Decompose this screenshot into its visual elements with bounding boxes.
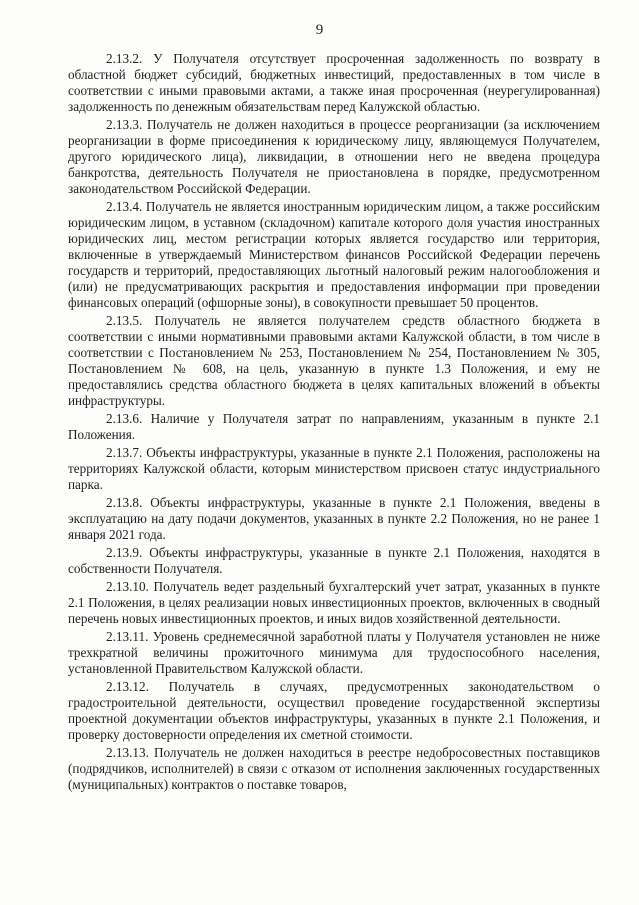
paragraph-2-13-7: 2.13.7. Объекты инфраструктуры, указанные в пункте 2.1 Положения, расположены на территориях Калужской области, которым министерством присвоен статус индустриального парка. [68,445,600,492]
paragraph-2-13-8: 2.13.8. Объекты инфраструктуры, указанные в пункте 2.1 Положения, введены в эксплуатацию на дату подачи документов, указанных в пункте 2.2 Положения, но не ранее 1 января 2021 года. [68,495,600,542]
paragraph-2-13-9: 2.13.9. Объекты инфраструктуры, указанные в пункте 2.1 Положения, находятся в собственности Получателя. [68,545,600,576]
document-body [68,51,600,793]
page-number: 9 [315,22,324,38]
paragraph-2-13-3: 2.13.3. Получатель не должен находиться в процессе реорганизации (за исключением реорганизации в форме присоединения к юридическому лицу, являющемуся Получателем, другого юридического лица), ликвидации, в отношении него не введена процедура банкротства, деятельность Получателя не приостановлена в порядке, предусмотренном законодательством Российской Федерации. [68,117,600,196]
paragraph-2-13-12: 2.13.12. Получатель в случаях, предусмотренных законодательством о градостроительной деятельности, осуществил проведение государственной экспертизы проектной документации объектов инфраструктуры, указанных в пункте 2.1 Положения, и проверку достоверности определения их сметной стоимости. [68,679,600,742]
paragraph-2-13-10: 2.13.10. Получатель ведет раздельный бухгалтерский учет затрат, указанных в пункте 2.1 Положения, в целях реализации новых инвестиционных проектов, включенных в сводный перечень новых инвестиционных проектов, и иных видов хозяйственной деятельности. [68,579,600,626]
paragraph-2-13-5: 2.13.5. Получатель не является получателем средств областного бюджета в соответствии с иными нормативными правовыми актами Калужской области, в том числе в соответствии с Постановлением № 253, Постановлением № 254, Постановлением № 305, Постановлением № 608, на цель, указанную в пункте 1.3 Положения, и ему не предоставлялись средства областного бюджета в целях капитальных вложений в объекты инфраструктуры. [68,313,600,408]
paragraph-2-13-2: 2.13.2. У Получателя отсутствует просроченная задолженность по возврату в областной бюджет субсидий, бюджетных инвестиций, предоставленных в том числе в соответствии с иными правовыми актами, а также иная просроченная (неурегулированная) задолженность по денежным обязательствам перед Калужской областью. [68,51,600,114]
paragraph-2-13-6: 2.13.6. Наличие у Получателя затрат по направлениям, указанным в пункте 2.1 Положения. [68,411,600,442]
paragraph-2-13-4: 2.13.4. Получатель не является иностранным юридическим лицом, а также российским юридическим лицом, в уставном (складочном) капитале которого доля участия иностранных юридических лиц, местом регистрации которых является государство или территория, включенные в утверждаемый Министерством финансов Российской Федерации перечень государств и территорий, предоставляющих льготный налоговый режим налогообложения и (или) не предусматривающих раскрытия и предоставления информации при проведении финансовых операций (офшорные зоны), в совокупности превышает 50 процентов. [68,199,600,310]
paragraph-2-13-13: 2.13.13. Получатель не должен находиться в реестре недобросовестных поставщиков (подрядчиков, исполнителей) в связи с отказом от исполнения заключенных государственных (муниципальных) контрактов о поставке товаров, [68,745,600,792]
paragraph-2-13-11: 2.13.11. Уровень среднемесячной заработной платы у Получателя установлен не ниже трехкратной величины прожиточного минимума для трудоспособного населения, установленной Правительством Калужской области. [68,629,600,676]
